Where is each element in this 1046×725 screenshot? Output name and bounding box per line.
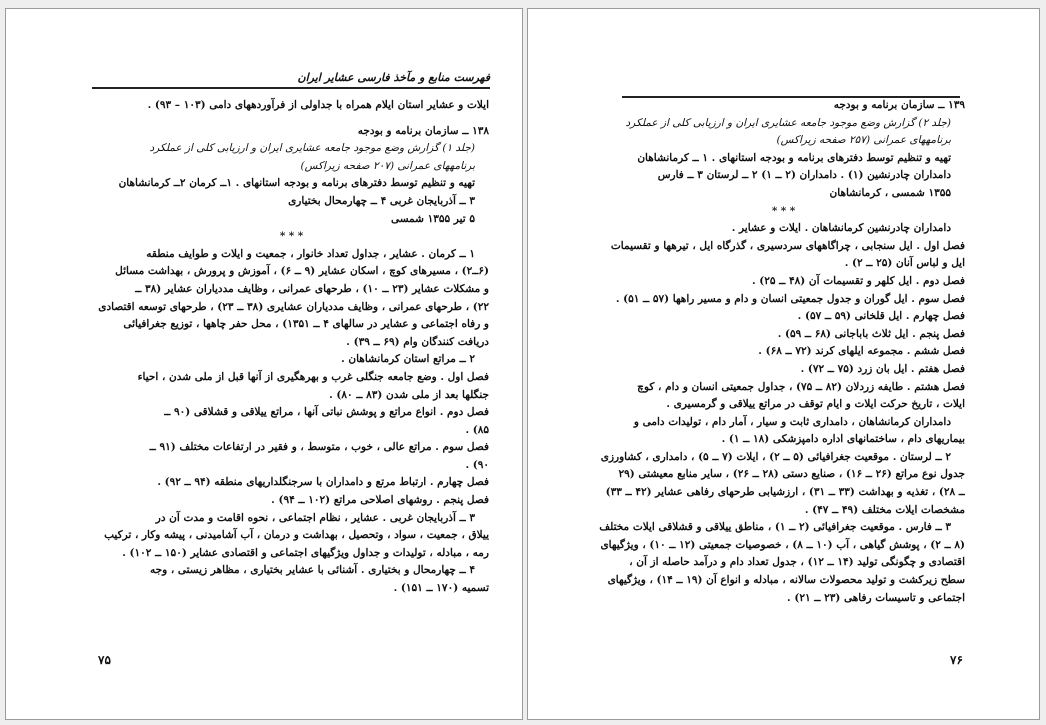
text-line: فصل سوم . مراتع عالی ، خوب ، متوسط ، و فقیر در ارتفاعات مختلف (۹۱ ــ	[149, 441, 489, 454]
text-line: ۲ ــ لرستان . موقعیت جغرافیائی (۵ ــ ۲) ، ایلات (۷ ــ ۵) ، دامداری ، کشاورزی	[600, 450, 951, 463]
text-line: ایل و لباس آنان (۲۵ ــ ۲) .	[844, 257, 965, 270]
text-line: ــ ۲۸) ، تغذیه و بهداشت (۳۳ ــ ۳۱) ، ارزشیابی طرحهای رفاهی عشایر (۴۲ ــ ۳۳)	[605, 486, 965, 499]
text-line: ایلات ، تاریخ حرکت ایلات و ایام توقف در مراتع ییلاقی و گرمسیری .	[666, 398, 965, 411]
text-line: ۹۰) .	[465, 458, 489, 471]
text-line: اقتصادی و چگونگی تولید (۱۴ ــ ۱۲) ، جدول تعداد دام و درآمد حاصله از آن ،	[629, 556, 965, 569]
text-line: ۳ ــ آذربایجان غربی ۴ ــ چهارمحال بختیاری	[288, 194, 475, 207]
page-number-right: ۷۶	[950, 653, 963, 667]
text-line: فصل اول . وضع جامعه جنگلی غرب و بهرهگیری از آنها قبل از ملی شدن ، احیاء	[137, 370, 489, 383]
text-line: اجتماعی و تاسیسات رفاهی (۲۳ ــ ۲۱) .	[787, 591, 965, 604]
text-line: بیماریهای دام ، ساختمانهای اداره دامپزشکی (۱۸ ــ ۱) .	[721, 433, 965, 446]
text-line: فصل پنجم . روشهای اصلاحی مراتع (۱۰۲ ــ ۹۴) .	[271, 494, 489, 507]
text-line: تسمیه (۱۷۰ ــ ۱۵۱) .	[393, 582, 489, 595]
text-line: مشخصات ایلات مختلف (۴۹ ــ ۴۷) .	[804, 503, 965, 516]
text-line: فصل دوم . انواع مراتع و پوشش نباتی آنها ، مراتع ییلاقی و قشلاقی (۹۰ ــ	[164, 406, 489, 419]
text-line: ۸۵) .	[465, 423, 489, 436]
text-line: فصل ششم . مجموعه ایلهای کرند (۷۲ ــ ۶۸) .	[758, 345, 965, 358]
text-line: دامداران کرمانشاهان ، دامداری ثابت و سیار ، آمار دام ، تولیدات دامی و	[633, 415, 951, 428]
text-line: فصل چهارم . ایل قلخانی (۵۹ ــ ۵۷) .	[797, 310, 965, 323]
text-line: (۸ ــ ۲) ، پوشش گیاهی ، آب (۱۰ ــ ۸) ، خصوصیات جمعیتی (۱۲ ــ ۱۰) ، ویژگیهای	[600, 538, 965, 551]
left-page	[5, 8, 523, 720]
text-line: فصل هفتم . ایل بان زرد (۷۵ ــ ۷۲) .	[800, 362, 965, 375]
text-line: ایلات و عشایر استان ایلام همراه با جداولی از فرآوردههای دامی (۱۰۳ – ۹۳) .	[147, 99, 489, 111]
page-number-left: ۷۵	[98, 653, 111, 667]
text-line: (جلد ۱) گزارش وضع موجود جامعه عشایری ایران و ارزیابی کلی از عملکرد	[149, 142, 475, 155]
text-line: ۱۳۹ ــ سازمان برنامه و بودجه	[833, 99, 965, 111]
right-page	[527, 8, 1040, 720]
text-line: دریافت کنندگان وام (۶۹ ــ ۳۹) .	[346, 335, 489, 348]
text-line: فصل دوم . ایل کلهر و تقسیمات آن (۴۸ ــ ۲۵) .	[751, 274, 965, 287]
text-line: جدول نوع مراتع (۲۶ ــ ۱۶) ، صنایع دستی (۲۸ ــ ۲۶) ، سایر منابع معیشتی (۲۹	[618, 468, 965, 481]
text-line: (۶ــ۲) ، مسیرهای کوچ ، اسکان عشایر (۹ ــ ۶) ، آموزش و پرورش ، بهداشت مسائل	[115, 265, 489, 278]
text-line: ۲۲) ، طرحهای عمرانی ، وظایف مددیاران عشایری (۳۸ ــ ۲۳) ، طرحهای توسعه اقتصادی	[98, 300, 489, 313]
text-line: رمه ، مبادله ، تولیدات و جداول ویژگیهای اجتماعی و اقتصادی عشایر (۱۵۰ ــ ۱۰۲) .	[122, 546, 489, 559]
text-line: ۵ تیر ۱۳۵۵ شمسی	[390, 212, 475, 225]
text-line: فصل سوم . ایل گوران و جدول جمعیتی انسان و دام و مسیر راهها (۵۷ ــ ۵۱) .	[615, 292, 965, 305]
left-page-text	[44, 97, 489, 598]
text-line: فصل پنجم . ایل ثلاث باباجانی (۶۸ ــ ۵۹) .	[777, 327, 965, 340]
running-head: فهرست منابع و مآخذ فارسی عشایر ایران	[92, 71, 490, 89]
text-line: و رفاه اجتماعی و عشایر در سالهای ۴ ــ ۱۳۵۱) ، محل حفر چاهها ، توزیع جغرافیائی	[123, 318, 489, 331]
text-line: فصل اول . ایل سنجابی ، چراگاههای سردسیری ، گذرگاه ایل ، تیرهها و تقسیمات	[610, 239, 965, 252]
text-line: دامداران چادرنشین کرمانشاهان . ایلات و عشایر .	[731, 222, 951, 235]
line-gap	[44, 115, 489, 123]
text-line: فصل هشتم . طایفه زردلان (۸۲ ــ ۷۵) ، جداول جمعیتی انسان و دام ، کوچ	[637, 380, 965, 393]
text-line: ۳ ــ فارس . موقعیت جغرافیائی (۲ ــ ۱) ، مناطق ییلاقی و قشلاقی ایلات مختلف	[599, 521, 951, 534]
text-line: ۱۳۸ ــ سازمان برنامه و بودجه	[357, 124, 489, 137]
text-line: برنامههای عمرانی (۲۰۷ صفحه زیراکس)	[300, 159, 475, 172]
text-line: و مشکلات عشایر (۲۳ ــ ۱۰) ، طرحهای عمرانی ، وظایف مددیاران عشایر (۳۸ ــ	[135, 282, 489, 295]
text-line: ۱۳۵۵ شمسی ، کرمانشاهان	[829, 186, 951, 199]
text-line: فصل چهارم . ارتباط مرتع و دامداران با سرجنگلداریهای منطقه (۹۴ ــ ۹۲) .	[157, 476, 489, 489]
text-line: جنگلها بعد از ملی شدن (۸۳ ــ ۸۰) .	[329, 388, 489, 401]
text-line: (جلد ۲) گزارش وضع موجود جامعه عشایری ایران و ارزیابی کلی از عملکرد	[625, 116, 951, 129]
text-line: ۱ ــ کرمان . عشایر ، جداول تعداد خانوار ، جمعیت و ایلات و طوایف منطقه	[146, 247, 475, 260]
section-separator: * * *	[771, 204, 796, 217]
text-line: ییلاق ، جمعیت ، سواد ، وتحصیل ، بهداشت و درمان ، آب آشامیدنی ، پیشه وکار ، ترکیب	[104, 529, 489, 542]
text-line: ۴ ــ چهارمحال و بختیاری . آشنائی با عشایر بختیاری ، مظاهر زیستی ، وجه	[149, 564, 475, 577]
right-page-text	[552, 97, 965, 607]
text-line: تهیه و تنظیم توسط دفترهای برنامه و بودجه استانهای . ۱ ــ کرمانشاهان	[637, 151, 951, 164]
text-line: ۳ ــ آذربایجان غربی . عشایر ، نظام اجتماعی ، نحوه اقامت و مدت آن در	[155, 511, 475, 524]
section-separator: * * *	[279, 230, 304, 243]
text-line: برنامههای عمرانی (۲۵۷ صفحه زیراکس)	[776, 134, 951, 147]
text-line: دامداران چادرنشین (۱) . دامداران (۲ ــ ۱) ۲ ــ لرستان ۳ ــ فارس	[657, 169, 951, 182]
text-line: سطح زیرکشت و تولید محصولات سالانه ، مبادله و انواع آن (۱۹ ــ ۱۴) ، ویژگیهای	[607, 574, 965, 587]
text-line: ۲ ــ مراتع استان کرمانشاهان .	[341, 353, 475, 366]
text-line: تهیه و تنظیم توسط دفترهای برنامه و بودجه استانهای . ۱ــ کرمان ۲ــ کرمانشاهان	[118, 177, 475, 190]
